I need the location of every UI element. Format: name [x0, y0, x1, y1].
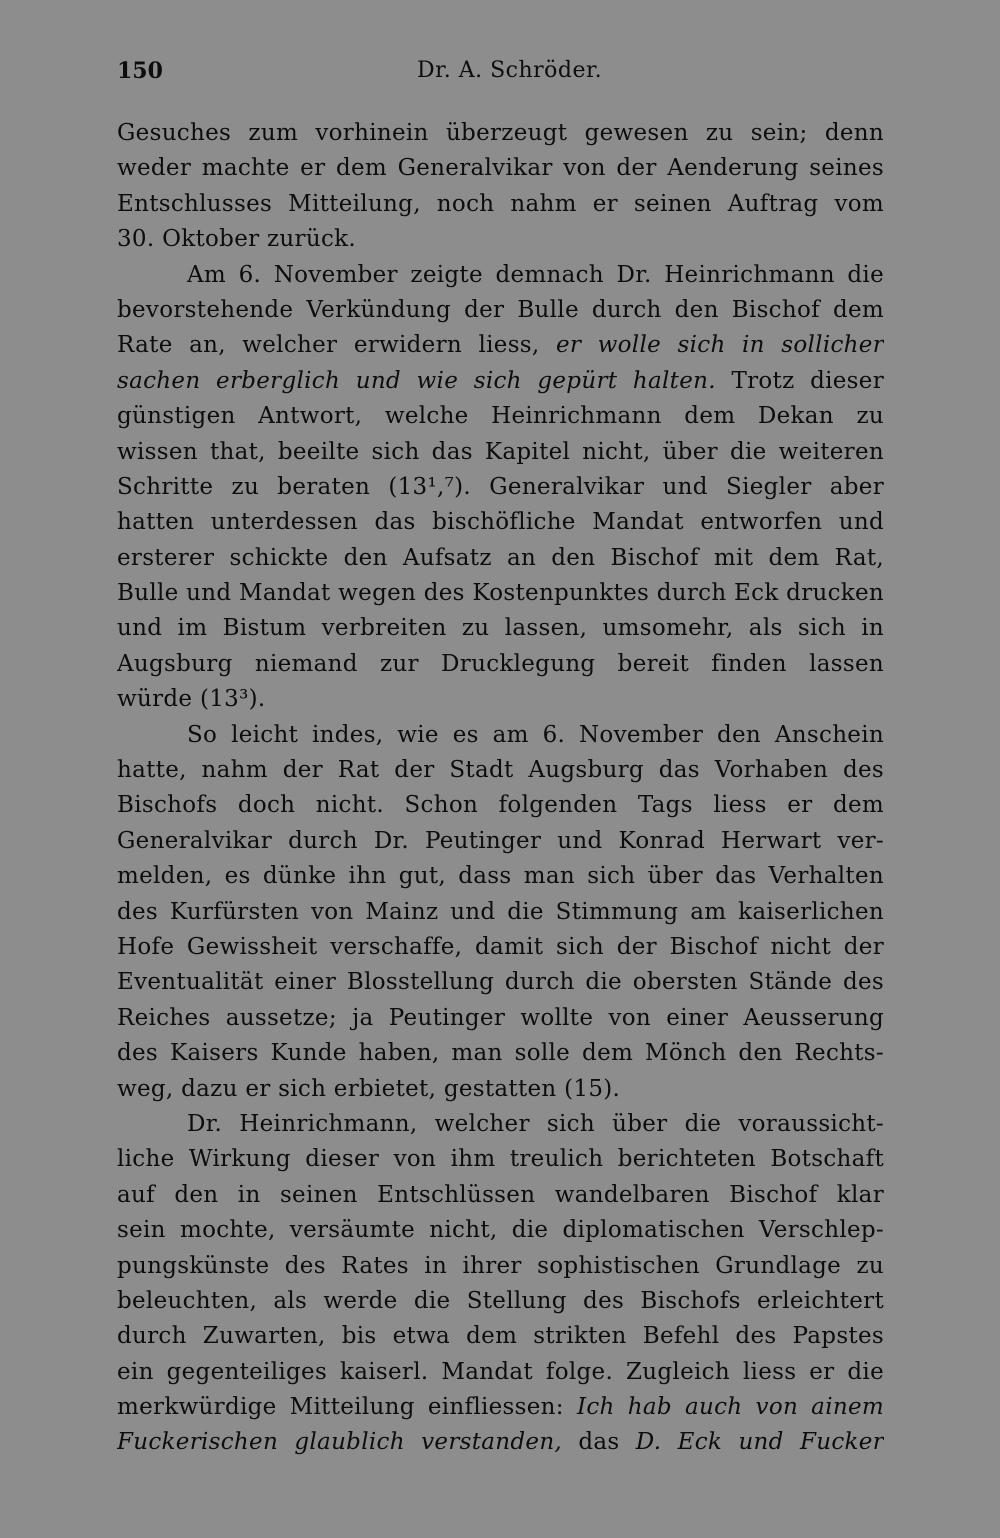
text-line: [117, 293, 884, 328]
text-line: [117, 505, 884, 540]
text-line: [117, 859, 884, 894]
text-line: [117, 576, 884, 611]
text-run: So leicht indes, wie es am 6. November den Anschein: [187, 721, 884, 748]
body-text: [117, 116, 884, 1461]
text-run: Augsburg niemand zur Drucklegung bereit finden lassen: [117, 650, 884, 677]
text-run: merkwürdige Mitteilung einfliessen:: [117, 1394, 577, 1421]
text-run: des Kaisers Kunde haben, man solle dem Mönch den Rechts-: [117, 1040, 884, 1067]
text-line: [117, 1001, 884, 1036]
text-line: [117, 328, 884, 363]
text-run: Gesuches zum vorhinein überzeugt gewesen zu sein; denn: [117, 120, 884, 146]
text-line: [117, 116, 884, 151]
text-run: günstigen Antwort, welche Heinrichmann dem Dekan zu: [117, 403, 884, 430]
text-line: [117, 611, 884, 646]
text-run: pungskünste des Rates in ihrer sophistischen Grundlage zu: [117, 1252, 884, 1279]
text-line: [117, 1072, 884, 1107]
text-run: hatten unterdessen das bischöfliche Mandat entworfen und: [117, 509, 884, 536]
text-run: melden, es dünke ihn gut, dass man sich über das Verhalten: [117, 863, 884, 890]
text-line: [117, 1249, 884, 1284]
text-run: Entschlusses Mitteilung, noch nahm er seinen Auftrag vom: [117, 190, 884, 217]
text-line: [117, 1390, 884, 1425]
text-run: wissen that, beeilte sich das Kapitel nicht, über die weiteren: [117, 438, 884, 465]
text-run: hatte, nahm der Rat der Stadt Augsburg das Vorhaben des: [117, 757, 884, 784]
text-run: ein gegenteiliges kaiserl. Mandat folge. Zugleich liess er die: [117, 1358, 884, 1385]
text-line: [117, 1319, 884, 1354]
text-run: Bischofs doch nicht. Schon folgenden Tags liess er dem: [117, 792, 884, 819]
text-line: [117, 930, 884, 965]
text-line: [117, 647, 884, 682]
italic-quote: sachen erberglich und wie sich gepürt halten.: [117, 367, 716, 394]
text-run: Schritte zu beraten (13¹,⁷). Generalvikar und Siegler aber: [117, 473, 884, 500]
text-line: [117, 1284, 884, 1319]
text-run: beleuchten, als werde die Stellung des Bischofs erleichtert: [117, 1287, 884, 1314]
text-line: [117, 541, 884, 576]
text-line: [117, 965, 884, 1000]
text-line: [117, 258, 884, 293]
text-line: [117, 1213, 884, 1248]
italic-quote: Ich hab auch von ainem: [576, 1394, 884, 1421]
text-run: weder machte er dem Generalvikar von der Aenderung seines: [117, 155, 884, 182]
text-run: und im Bistum verbreiten zu lassen, umsomehr, als sich in: [117, 615, 884, 642]
italic-quote: D. Eck und Fucker: [635, 1429, 884, 1456]
text-run: Trotz dieser: [715, 367, 884, 394]
text-run: auf den in seinen Entschlüssen wandelbaren Bischof klar: [117, 1181, 884, 1208]
text-line: [117, 718, 884, 753]
text-run: Dr. Heinrichmann, welcher sich über die voraussicht-: [187, 1110, 884, 1137]
text-run: sein mochte, versäumte nicht, die diplomatischen Verschlep-: [117, 1217, 884, 1244]
text-line: [117, 824, 884, 859]
text-run: Reiches aussetze; ja Peutinger wollte von einer Aeusserung: [117, 1004, 884, 1031]
text-run: würde (13³).: [117, 686, 266, 713]
text-line: [117, 187, 884, 222]
text-run: bevorstehende Verkündung der Bulle durch den Bischof dem: [117, 296, 884, 323]
text-run: 30. Oktober zurück.: [117, 226, 356, 253]
text-run: Hofe Gewissheit verschaffe, damit sich der Bischof nicht der: [117, 933, 884, 960]
text-line: [117, 1142, 884, 1177]
text-run: Am 6. November zeigte demnach Dr. Heinrichmann die: [187, 261, 884, 288]
text-line: [117, 1178, 884, 1213]
text-run: Rate an, welcher erwidern liess,: [117, 332, 556, 359]
text-run: durch Zuwarten, bis etwa dem strikten Befehl des Papstes: [117, 1323, 884, 1350]
text-line: [117, 364, 884, 399]
running-head: Dr. A. Schröder.: [417, 58, 603, 83]
text-line: [117, 470, 884, 505]
text-run: weg, dazu er sich erbietet, gestatten (15).: [117, 1075, 621, 1102]
text-line: [117, 222, 884, 257]
text-run: liche Wirkung dieser von ihm treulich berichteten Botschaft: [117, 1146, 884, 1173]
text-run: des Kurfürsten von Mainz und die Stimmung am kaiserlichen: [117, 898, 884, 925]
text-line: [117, 151, 884, 186]
text-line: [117, 399, 884, 434]
text-line: [117, 788, 884, 823]
text-line: [117, 682, 884, 717]
text-line: [117, 435, 884, 470]
page-header: [117, 58, 884, 88]
text-run: Generalvikar durch Dr. Peutinger und Konrad Herwart ver-: [117, 827, 884, 854]
text-run: das: [562, 1429, 636, 1456]
text-line: [117, 1107, 884, 1142]
text-line: [117, 753, 884, 788]
text-run: ersterer schickte den Aufsatz an den Bischof mit dem Rat,: [117, 544, 884, 571]
text-run: Bulle und Mandat wegen des Kostenpunktes durch Eck drucken: [117, 580, 884, 607]
text-line: [117, 1425, 884, 1460]
italic-quote: Fuckerischen glaublich verstanden,: [117, 1429, 563, 1456]
italic-quote: er wolle sich in sollicher: [556, 332, 884, 359]
text-run: Eventualität einer Blosstellung durch die obersten Stände des: [117, 969, 884, 996]
text-line: [117, 895, 884, 930]
page-number: 150: [117, 58, 163, 84]
text-line: [117, 1036, 884, 1071]
text-line: [117, 1355, 884, 1390]
